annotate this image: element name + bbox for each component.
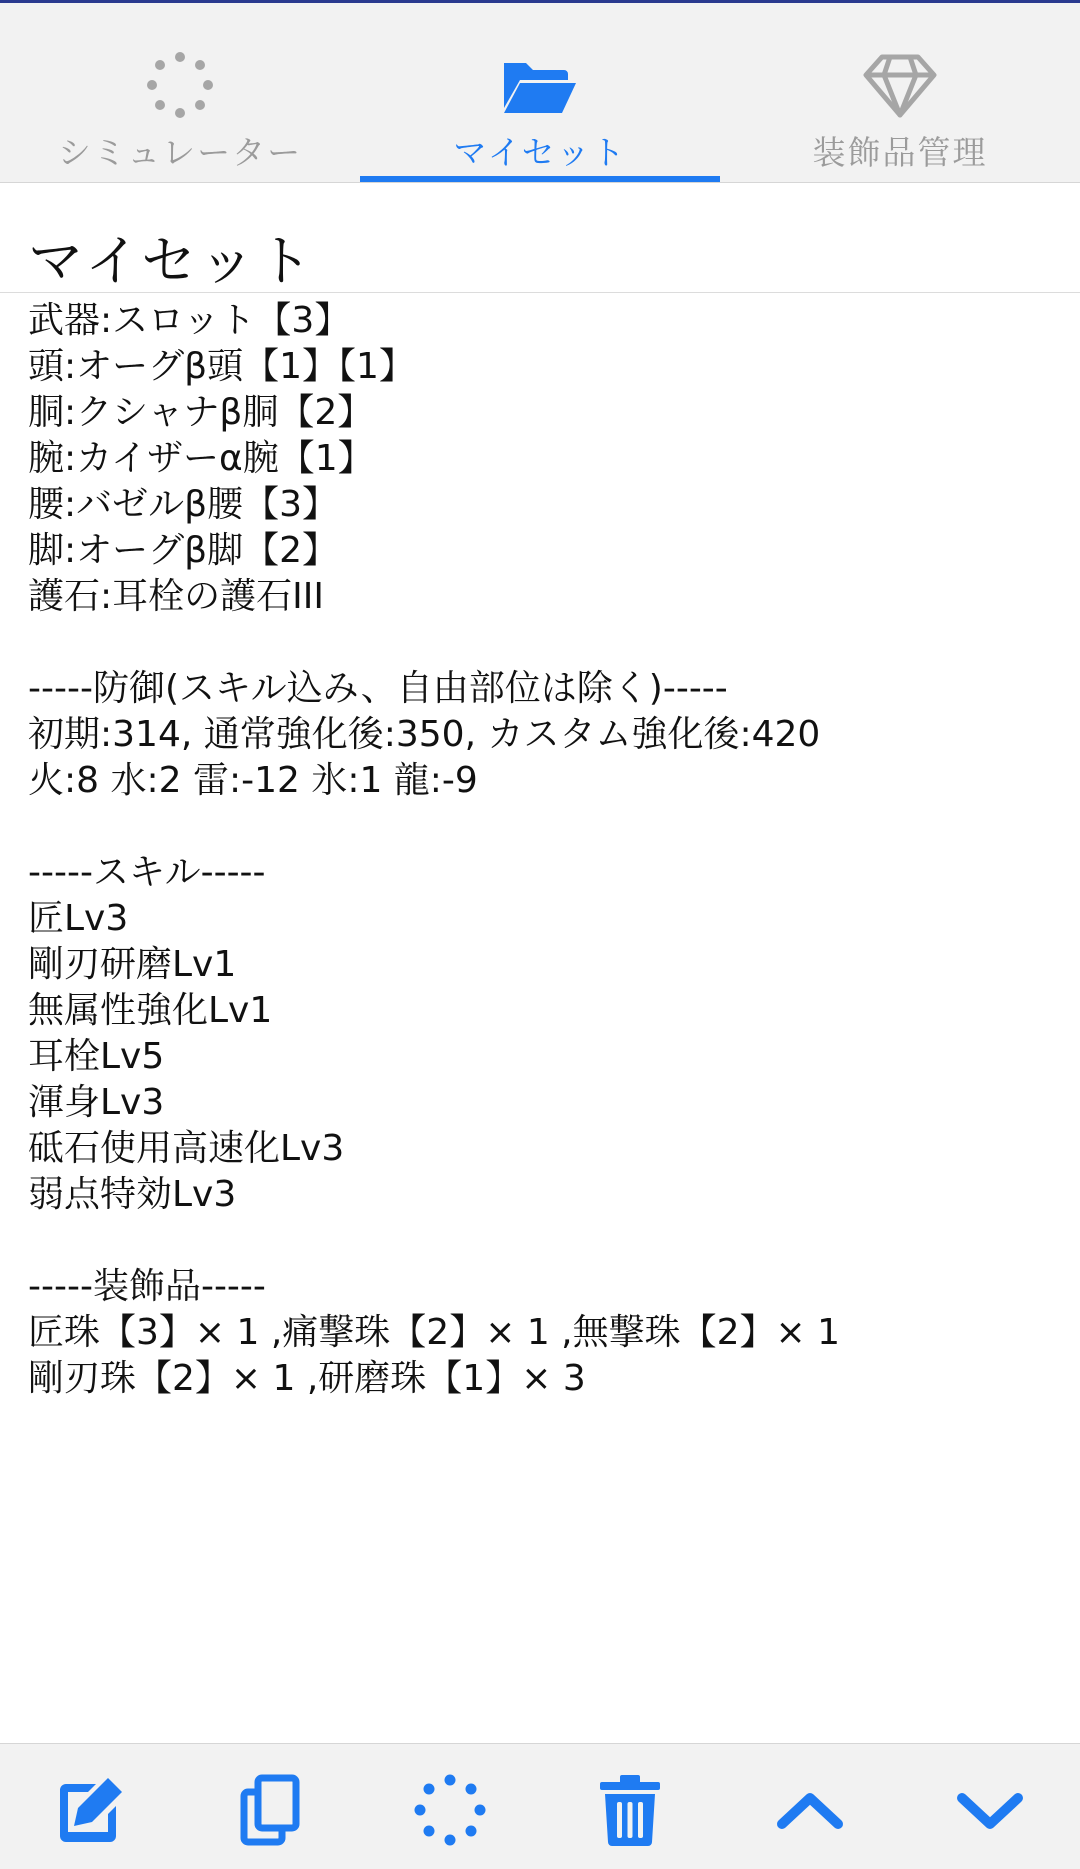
tab-myset[interactable] (360, 3, 720, 182)
equipment-legs: 脚:オーグβ脚【2】 (28, 530, 339, 571)
skill-item: 砥石使用高速化Lv3 (28, 1128, 345, 1169)
skill-item: 耳栓Lv5 (28, 1036, 165, 1077)
skill-item: 無属性強化Lv1 (28, 990, 273, 1031)
diamond-icon (860, 45, 940, 125)
defense-values: 初期:314, 通常強化後:350, カスタム強化後:420 (28, 714, 821, 755)
move-down-button[interactable] (950, 1770, 1030, 1850)
myset-detail (28, 298, 1058, 1402)
defense-section-header: -----防御(スキル込み、自由部位は除く)----- (28, 668, 728, 709)
tab-simulator[interactable] (0, 3, 360, 182)
tab-myset-label: マイセット (453, 133, 627, 172)
trash-icon (590, 1770, 670, 1850)
chevron-down-icon (950, 1770, 1030, 1850)
equipment-weapon: 武器:スロット【3】 (28, 300, 351, 341)
edit-icon (50, 1770, 130, 1850)
skill-item: 渾身Lv3 (28, 1082, 165, 1123)
tab-simulator-label: シミュレーター (57, 133, 303, 172)
equipment-head: 頭:オーグβ頭【1】【1】 (28, 346, 415, 387)
tab-decoration-management[interactable] (720, 3, 1080, 182)
decoration-line: 剛刃珠【2】× 1 ,研磨珠【1】× 3 (28, 1358, 586, 1399)
equipment-arms: 腕:カイザーα腕【1】 (28, 438, 374, 479)
page-header (0, 183, 1080, 293)
equipment-chest: 胴:クシャナβ胴【2】 (28, 392, 374, 433)
skill-item: 弱点特効Lv3 (28, 1174, 237, 1215)
spinner-icon (410, 1770, 490, 1850)
simulate-button[interactable] (410, 1770, 490, 1850)
copy-icon (230, 1770, 310, 1850)
skills-section-header: -----スキル----- (28, 852, 266, 893)
bottom-toolbar (0, 1743, 1080, 1869)
active-tab-indicator (360, 176, 720, 182)
tab-decoration-management-label: 装飾品管理 (812, 133, 988, 172)
copy-button[interactable] (230, 1770, 310, 1850)
equipment-waist: 腰:バゼルβ腰【3】 (28, 484, 339, 525)
skill-item: 匠Lv3 (28, 898, 129, 939)
delete-button[interactable] (590, 1770, 670, 1850)
tab-bar (0, 3, 1080, 183)
decorations-section-header: -----装飾品----- (28, 1266, 266, 1307)
spinner-icon (140, 45, 220, 125)
elemental-resistances: 火:8 水:2 雷:-12 氷:1 龍:-9 (28, 760, 478, 801)
skill-item: 剛刃研磨Lv1 (28, 944, 237, 985)
edit-button[interactable] (50, 1770, 130, 1850)
decoration-line: 匠珠【3】× 1 ,痛撃珠【2】× 1 ,無撃珠【2】× 1 (28, 1312, 841, 1353)
chevron-up-icon (770, 1770, 850, 1850)
move-up-button[interactable] (770, 1770, 850, 1850)
page-title: マイセット (28, 229, 316, 293)
equipment-charm: 護石:耳栓の護石III (28, 576, 324, 617)
folder-open-icon (500, 45, 580, 125)
